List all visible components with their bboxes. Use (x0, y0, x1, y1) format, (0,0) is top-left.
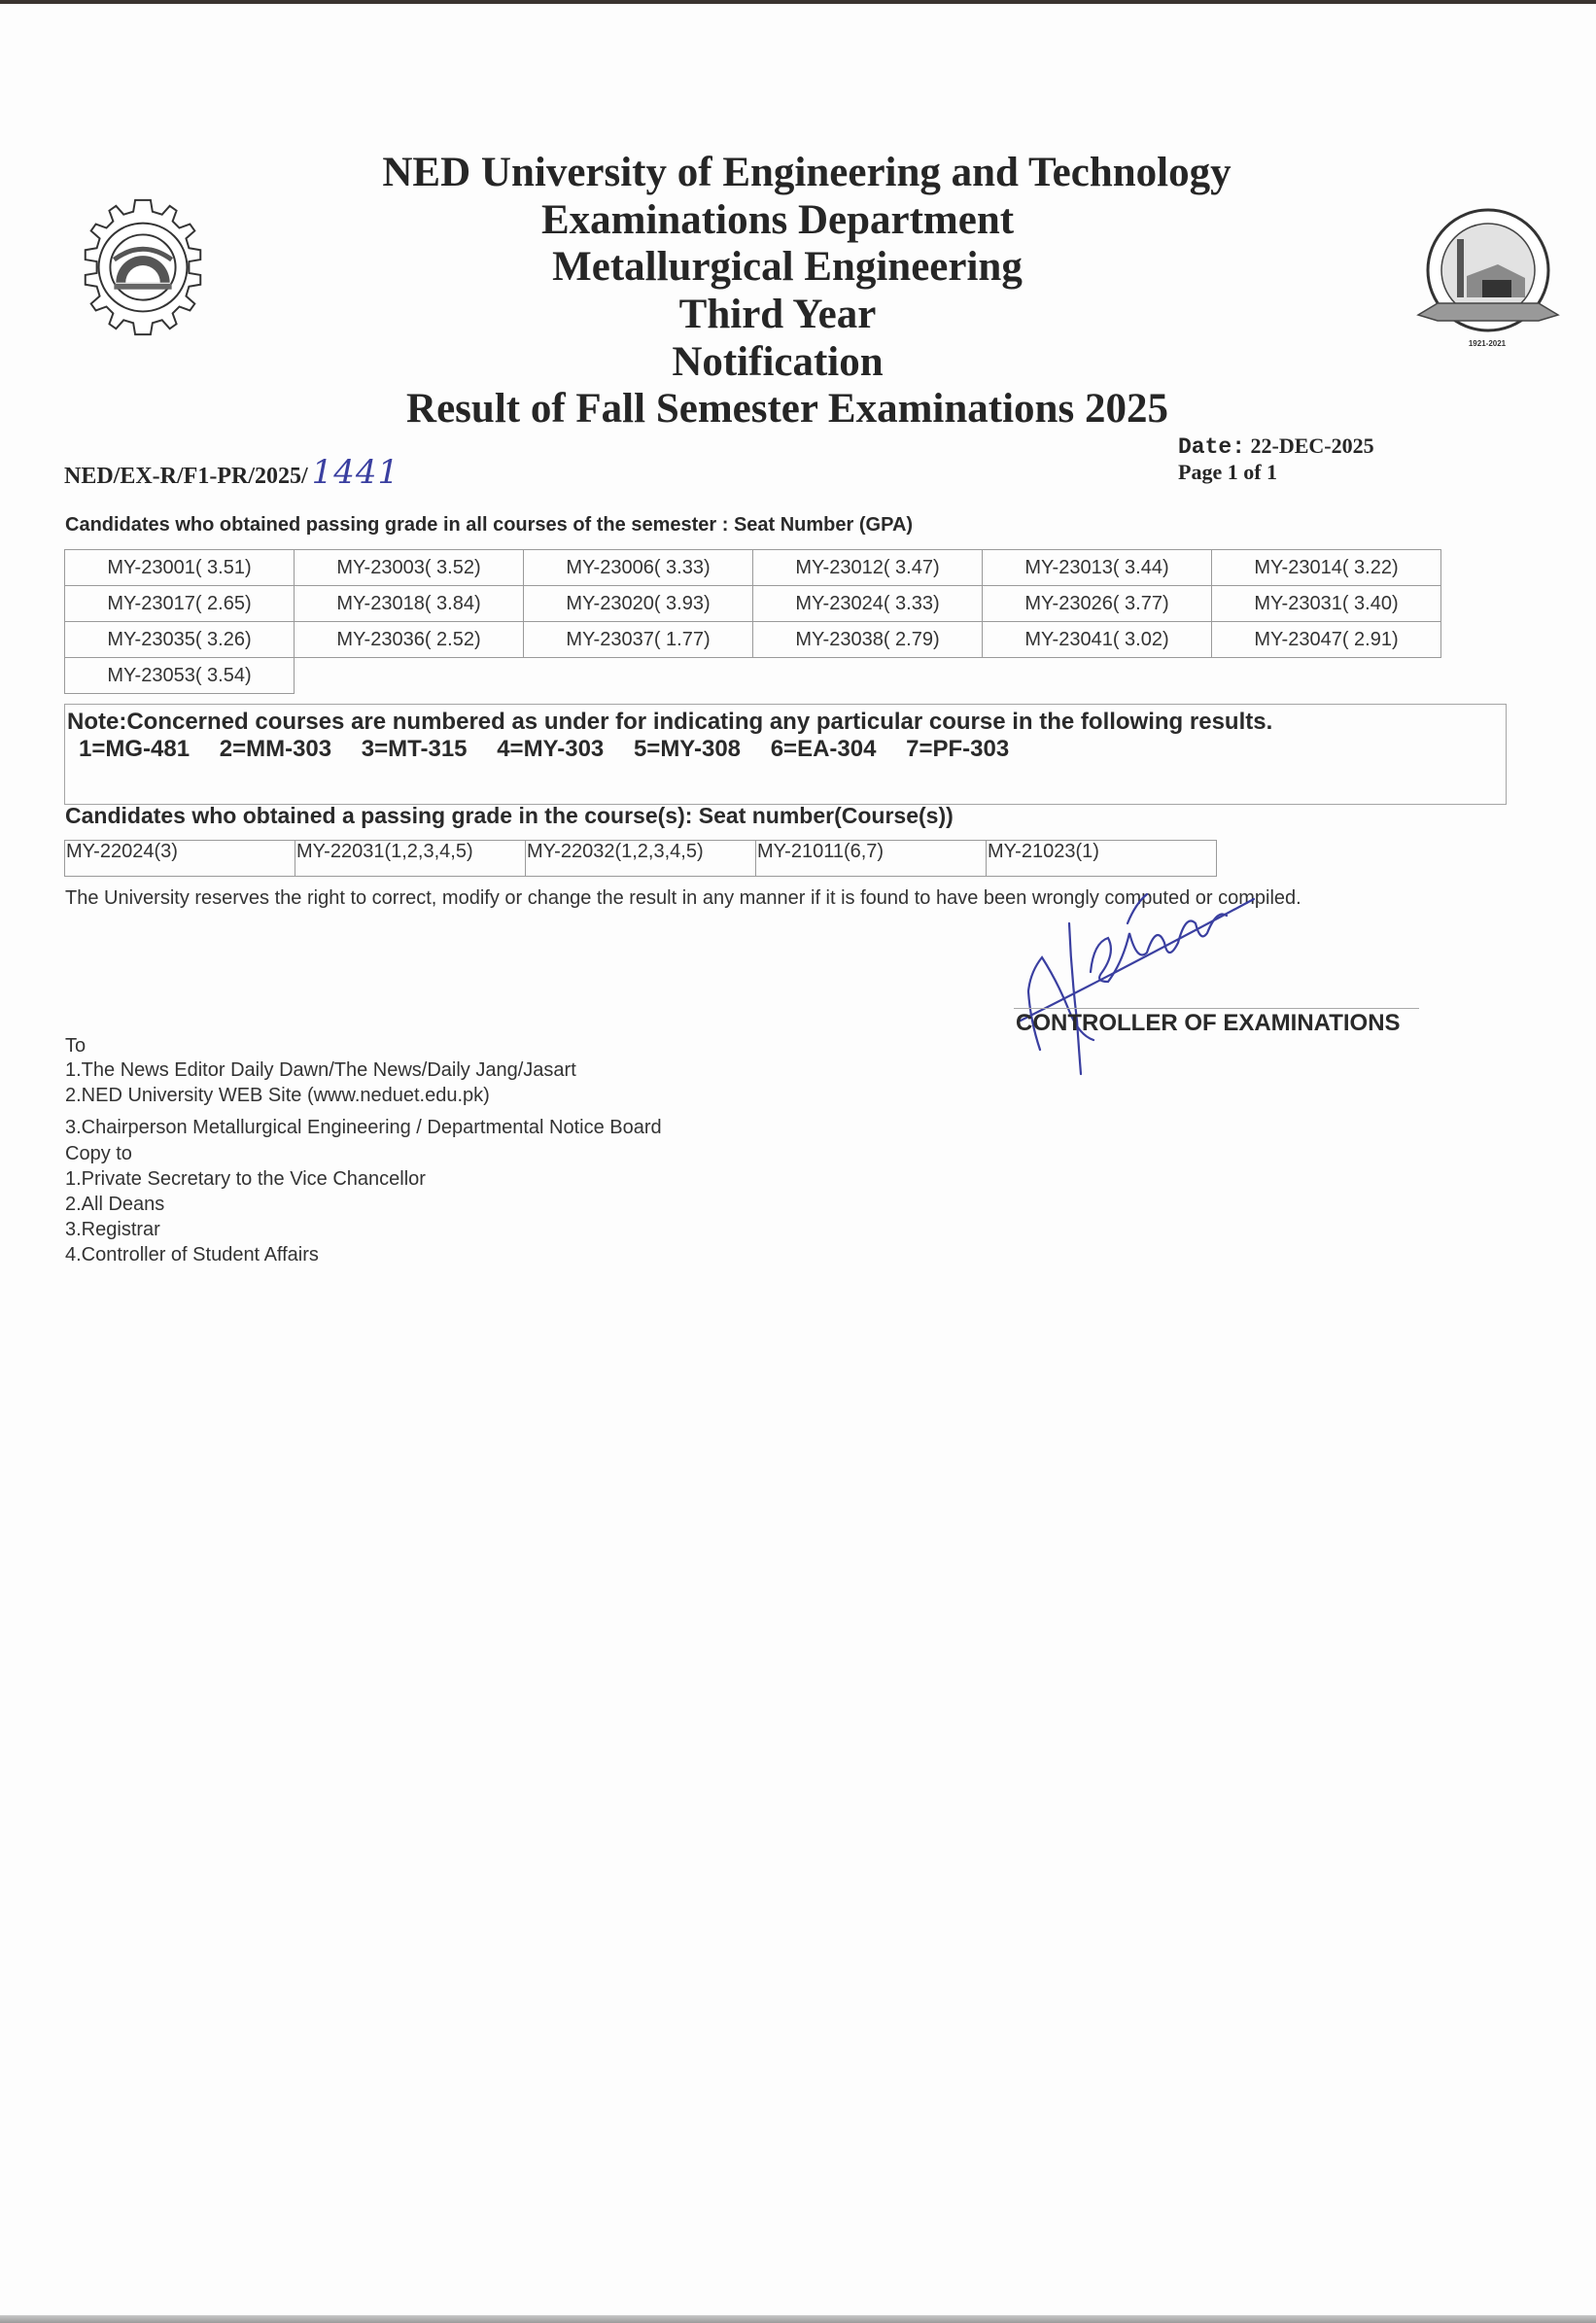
disclaimer-text: The University reserves the right to correct, modify or change the result in any manner if it is found to have been wrongly computed or compiled. (65, 887, 1301, 909)
scan-edge-bottom (0, 2315, 1596, 2323)
to-label: To (65, 1035, 87, 1057)
recipient: 3.Chairperson Metallurgical Engineering / Departmental Notice Board (65, 1117, 662, 1138)
date-label: Date: (1178, 434, 1246, 460)
course-key: 6=EA-304 (770, 736, 877, 762)
copy-recipient: 2.All Deans (65, 1194, 165, 1215)
gpa-cell: MY-23012( 3.47) (753, 550, 983, 586)
ned-gear-logo-icon (66, 191, 220, 344)
course-cell: MY-21011(6,7) (756, 841, 987, 877)
table-row (65, 622, 1441, 658)
table-row (65, 550, 1441, 586)
year-label: Third Year (678, 292, 877, 337)
gpa-cell: MY-23026( 3.77) (983, 586, 1212, 622)
scan-edge-top (0, 0, 1596, 4)
gpa-cell: MY-23003( 3.52) (295, 550, 524, 586)
empty-cell (983, 658, 1212, 694)
empty-cell (295, 658, 524, 694)
gpa-cell: MY-23038( 2.79) (753, 622, 983, 658)
date-block (1178, 433, 1374, 485)
table-row (65, 658, 1441, 694)
signature-line (1014, 1008, 1419, 1009)
department-name: Examinations Department (540, 197, 1015, 243)
gpa-cell: MY-23024( 3.33) (753, 586, 983, 622)
empty-cell (753, 658, 983, 694)
course-section-title: Candidates who obtained a passing grade in the course(s): Seat number(Course(s)) (65, 803, 954, 828)
handwritten-reference: 1441 (311, 453, 400, 492)
course-key: 3=MT-315 (361, 736, 468, 762)
course-cell: MY-22032(1,2,3,4,5) (526, 841, 756, 877)
gpa-cell: MY-23053( 3.54) (65, 658, 295, 694)
reference-prefix: NED/EX-R/F1-PR/2025/ (64, 464, 308, 489)
date-value: 22-DEC-2025 (1250, 433, 1374, 458)
copy-recipient: 4.Controller of Student Affairs (65, 1244, 319, 1266)
document-type: Notification (672, 339, 884, 385)
table-row (65, 586, 1441, 622)
gpa-cell: MY-23013( 3.44) (983, 550, 1212, 586)
signatory-title: CONTROLLER OF EXAMINATIONS (1016, 1010, 1401, 1036)
copy-to-label: Copy to (65, 1143, 132, 1164)
page-number: Page 1 of 1 (1178, 460, 1278, 484)
recipient: 2.NED University WEB Site (www.neduet.edu.pk) (65, 1085, 490, 1106)
gpa-cell: MY-23017( 2.65) (65, 586, 295, 622)
gpa-cell: MY-23020( 3.93) (524, 586, 753, 622)
copy-recipient: 1.Private Secretary to the Vice Chancellor (65, 1168, 426, 1190)
gpa-cell: MY-23001( 3.51) (65, 550, 295, 586)
course-key-note (64, 704, 1507, 805)
course-key-list (79, 736, 1032, 763)
course-key: 7=PF-303 (906, 736, 1010, 762)
course-key: 2=MM-303 (219, 736, 332, 762)
discipline-name: Metallurgical Engineering (552, 244, 1023, 290)
recipient: 1.The News Editor Daily Dawn/The News/Daily Jang/Jasart (65, 1059, 576, 1081)
empty-cell (1212, 658, 1441, 694)
gpa-cell: MY-23014( 3.22) (1212, 550, 1441, 586)
copy-recipient: 3.Registrar (65, 1219, 160, 1240)
course-key: 4=MY-303 (497, 736, 605, 762)
gpa-cell: MY-23041( 3.02) (983, 622, 1212, 658)
gpa-cell: MY-23036( 2.52) (295, 622, 524, 658)
note-text: Note:Concerned courses are numbered as under for indicating any particular course in the following results. (67, 709, 1273, 735)
university-name: NED University of Engineering and Technology (382, 150, 1232, 195)
course-cell: MY-22031(1,2,3,4,5) (295, 841, 526, 877)
course-cell: MY-22024(3) (65, 841, 295, 877)
seal-years: 1921-2021 (1468, 339, 1507, 348)
course-key: 5=MY-308 (633, 736, 742, 762)
gpa-cell: MY-23031( 3.40) (1212, 586, 1441, 622)
reference-number (64, 453, 399, 492)
gpa-cell: MY-23037( 1.77) (524, 622, 753, 658)
course-cell: MY-21023(1) (987, 841, 1217, 877)
empty-cell (524, 658, 753, 694)
controller-signature-icon (1001, 865, 1322, 1079)
course-key: 1=MG-481 (79, 736, 191, 762)
result-title: Result of Fall Semester Examinations 2025 (406, 386, 1168, 432)
gpa-cell: MY-23035( 3.26) (65, 622, 295, 658)
gpa-cell: MY-23047( 2.91) (1212, 622, 1441, 658)
gpa-results-table (64, 549, 1441, 694)
gpa-cell: MY-23006( 3.33) (524, 550, 753, 586)
gpa-section-title: Candidates who obtained passing grade in all courses of the semester : Seat Number (GPA) (65, 514, 914, 536)
ned-centenary-seal-icon (1409, 202, 1567, 358)
gpa-cell: MY-23018( 3.84) (295, 586, 524, 622)
